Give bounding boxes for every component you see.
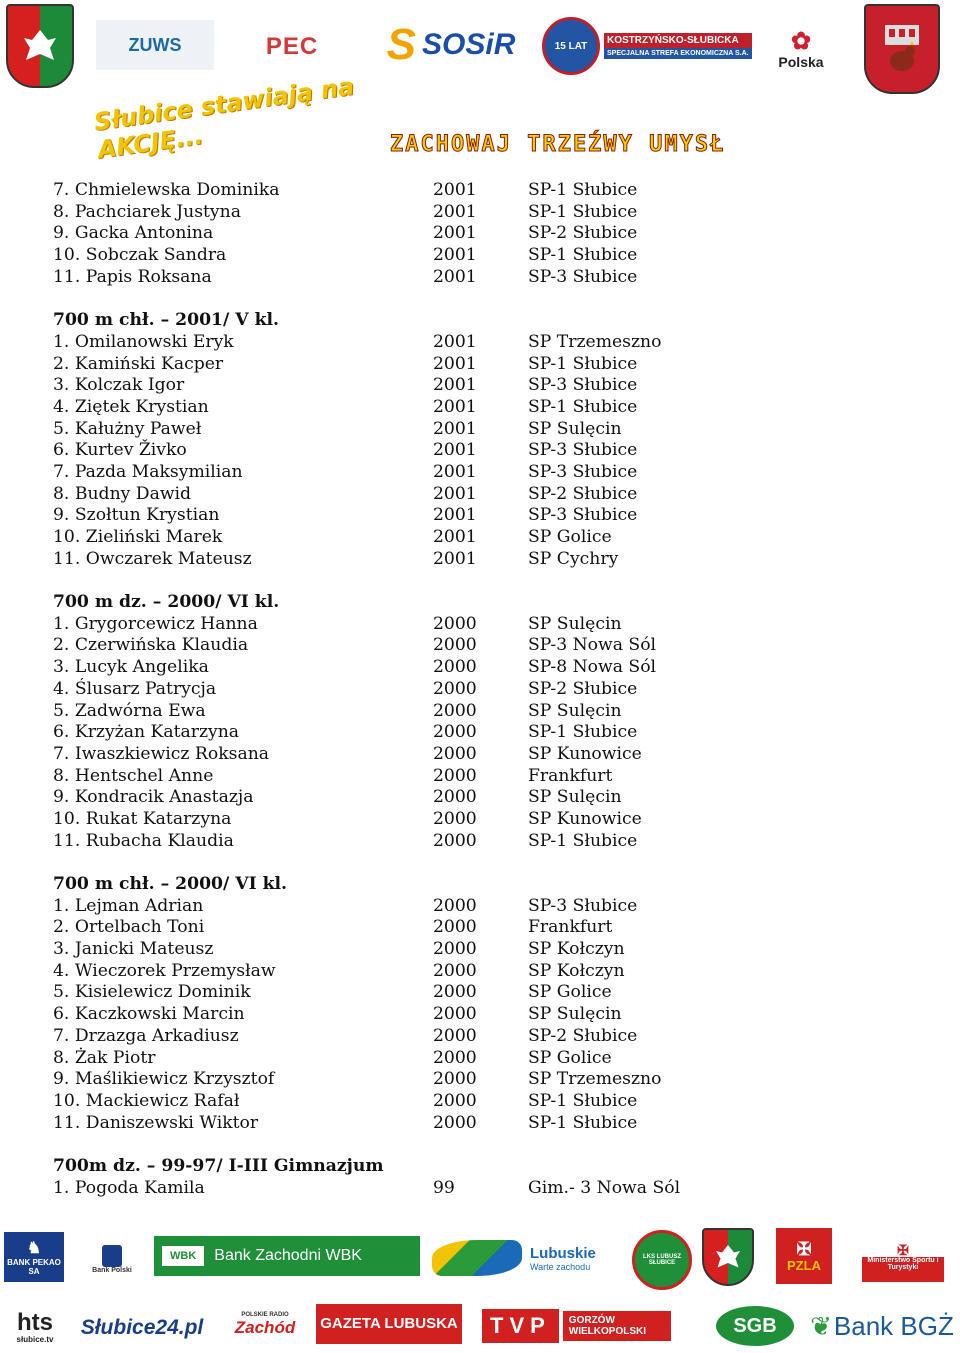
- slubice24-logo: [72, 1310, 212, 1346]
- athlete-name: 11. Papis Roksana: [53, 266, 212, 287]
- zuws-logo-text: ZUWS: [128, 34, 182, 55]
- result-row: [53, 614, 933, 636]
- athlete-name: 3. Janicki Mateusz: [53, 939, 214, 960]
- athlete-name: 5. Zadwórna Ewa: [53, 700, 206, 721]
- school: Frankfurt: [528, 765, 613, 786]
- result-row: [53, 809, 933, 831]
- sosir-logo-text: SOSiR: [422, 28, 516, 61]
- school: SP Sulęcin: [528, 613, 622, 634]
- birth-year: 2000: [433, 1025, 477, 1046]
- birth-year: 2001: [433, 527, 477, 547]
- section-heading: 700 m chł. – 2000/ VI kl.: [53, 874, 288, 894]
- athlete-name: 4. Ślusarz Patrycja: [53, 678, 217, 699]
- athlete-name: 7. Iwaszkiewicz Roksana: [53, 743, 270, 764]
- result-row: [53, 657, 933, 679]
- birth-year: 2001: [433, 461, 477, 482]
- result-row: [53, 917, 933, 939]
- school: SP-8 Nowa Sól: [528, 657, 657, 678]
- result-row: [53, 679, 933, 701]
- birth-year: 2000: [433, 657, 477, 678]
- school: SP-3 Słubice: [528, 895, 638, 916]
- birth-year: 2000: [433, 1069, 477, 1090]
- birth-year: 2000: [433, 917, 477, 938]
- result-row: [53, 982, 933, 1004]
- birth-year: 2000: [433, 939, 477, 960]
- birth-year: 2001: [433, 440, 477, 461]
- result-row: [53, 267, 933, 289]
- birth-year: 2000: [433, 1090, 477, 1111]
- hts-logo-text: hts: [17, 1308, 53, 1336]
- athlete-name: 11. Owczarek Mateusz: [53, 548, 252, 569]
- bgz-leaf-icon: ❦: [810, 1310, 832, 1341]
- athlete-name: 3. Lucyk Angelika: [53, 657, 209, 678]
- athlete-name: 6. Kaczkowski Marcin: [53, 1004, 245, 1025]
- school: SP-2 Słubice: [528, 223, 638, 244]
- athlete-name: 4. Ziętek Krystian: [53, 396, 209, 417]
- pec-logo: [238, 28, 346, 66]
- birth-year: 2001: [433, 418, 477, 439]
- birth-year: 2001: [433, 483, 477, 504]
- athlete-name: 7. Chmielewska Dominika: [53, 180, 280, 200]
- lubuskie-wave-icon: [432, 1240, 522, 1276]
- birth-year: 2000: [433, 982, 477, 1003]
- birth-year: 2000: [433, 722, 477, 743]
- athlete-name: 8. Budny Dawid: [53, 483, 192, 504]
- birth-year: 2001: [433, 331, 477, 352]
- sgb-logo: [716, 1306, 794, 1346]
- school: SP Trzemeszno: [528, 1069, 662, 1090]
- section-gap: [53, 570, 933, 592]
- bzwbk-logo: [154, 1236, 420, 1276]
- athlete-name: 6. Kurtev Živko: [53, 440, 187, 461]
- school: SP-2 Słubice: [528, 1025, 638, 1046]
- school: SP-1 Słubice: [528, 1090, 638, 1111]
- athlete-name: 1. Omilanowski Eryk: [53, 331, 234, 352]
- school: SP-1 Słubice: [528, 1112, 638, 1133]
- polska-flower-icon: ✿: [790, 28, 812, 55]
- slubice-coat-of-arms-icon: [864, 4, 940, 94]
- school: SP Sulęcin: [528, 700, 622, 721]
- tvp-logo-text: TVP: [482, 1309, 559, 1343]
- polska-logo-text: Polska: [778, 54, 824, 70]
- lks-lubusz-logo: [632, 1230, 692, 1290]
- school: SP-3 Słubice: [528, 375, 638, 396]
- birth-year: 2001: [433, 375, 477, 396]
- athlete-name: 5. Kisielewicz Dominik: [53, 982, 251, 1003]
- results-section: [53, 180, 933, 288]
- sgb-logo-text: SGB: [733, 1314, 777, 1337]
- result-row: [53, 1026, 933, 1048]
- school: SP Sulęcin: [528, 787, 622, 808]
- result-row: [53, 397, 933, 419]
- pzla-logo: [776, 1228, 832, 1284]
- bison-icon: ♞: [26, 1240, 42, 1257]
- athlete-name: 2. Kamiński Kacper: [53, 353, 224, 374]
- result-row: [53, 701, 933, 723]
- ministry-logo-text: Ministerstwo Sportu i Turystyki: [867, 1257, 939, 1271]
- result-row: [53, 1069, 933, 1091]
- result-row: [53, 766, 933, 788]
- sosir-swirl-icon: S: [386, 20, 416, 69]
- athlete-name: 8. Hentschel Anne: [53, 765, 214, 786]
- athlete-name: 9. Kondracik Anastazja: [53, 787, 254, 808]
- school: SP Golice: [528, 1047, 612, 1068]
- result-row: [53, 635, 933, 657]
- birth-year: 2000: [433, 960, 477, 981]
- school: SP Golice: [528, 527, 612, 547]
- lks-logo-text: LKS LUBUSZ SŁUBICE: [643, 1254, 681, 1266]
- result-row: [53, 527, 933, 549]
- school: SP-3 Słubice: [528, 505, 638, 526]
- athlete-name: 4. Wieczorek Przemysław: [53, 960, 276, 981]
- school: SP-1 Słubice: [528, 353, 638, 374]
- birth-year: 2000: [433, 765, 477, 786]
- pzla-logo-text: PZLA: [787, 1257, 821, 1273]
- kssse-badge-icon: 15 LAT: [542, 17, 600, 75]
- results-section: [53, 874, 933, 1134]
- result-row: [53, 831, 933, 853]
- result-row: [53, 202, 933, 224]
- polska-logo: [756, 20, 846, 80]
- section-heading: 700 m dz. – 2000/ VI kl.: [53, 592, 280, 613]
- school: SP-2 Słubice: [528, 678, 638, 699]
- school: SP-2 Słubice: [528, 483, 638, 504]
- school: SP Golice: [528, 982, 612, 1003]
- section-gap: [53, 1134, 933, 1156]
- result-row: [53, 1113, 933, 1135]
- result-row: [53, 375, 933, 397]
- result-row: [53, 1091, 933, 1113]
- school: SP-3 Nowa Sól: [528, 635, 657, 656]
- results-section: [53, 310, 933, 570]
- athlete-name: 10. Sobczak Sandra: [53, 245, 227, 266]
- lubuskie-logo-subtext: Warte zachodu: [530, 1261, 591, 1272]
- birth-year: 2001: [433, 180, 477, 200]
- hts-logo-subtext: słubice.tv: [16, 1334, 54, 1344]
- result-row: [53, 1178, 933, 1200]
- kssse-logo-subtext: SPECJALNA STREFA EKONOMICZNA S.A.: [604, 48, 752, 59]
- athlete-name: 1. Grygorcewicz Hanna: [53, 613, 258, 634]
- header-logo-strip: [0, 0, 960, 100]
- hts-logo: [8, 1304, 62, 1350]
- result-row: [53, 332, 933, 354]
- school: SP Kołczyn: [528, 960, 625, 981]
- pekao-logo-text: BANK PEKAO SA: [7, 1258, 61, 1276]
- lubuskie-coat-of-arms-icon: [6, 4, 74, 88]
- result-row: [53, 961, 933, 983]
- birth-year: 2000: [433, 1112, 477, 1133]
- school: SP-3 Słubice: [528, 266, 638, 287]
- slubice24-logo-text: Słubice24.pl: [80, 1316, 204, 1339]
- athlete-name: 8. Żak Piotr: [53, 1047, 156, 1068]
- section-heading: 700 m chł. – 2001/ V kl.: [53, 310, 279, 331]
- birth-year: 2001: [433, 353, 477, 374]
- result-row: [53, 1004, 933, 1026]
- gazeta-lubuska-logo: [316, 1304, 462, 1344]
- athlete-name: 10. Zieliński Marek: [53, 527, 223, 547]
- birth-year: 2001: [433, 505, 477, 526]
- birth-year: 2001: [433, 548, 477, 569]
- school: SP Cychry: [528, 548, 619, 569]
- school: SP Sulęcin: [528, 418, 622, 439]
- birth-year: 99: [433, 1177, 455, 1198]
- bank-bgz-logo: [806, 1306, 958, 1346]
- athlete-name: 9. Maślikiewicz Krzysztof: [53, 1069, 275, 1090]
- birth-year: 2000: [433, 635, 477, 656]
- tvp-logo-subtext: GORZÓW WIELKOPOLSKI: [563, 1311, 671, 1341]
- athlete-name: 1. Lejman Adrian: [53, 895, 204, 916]
- athlete-name: 1. Pogoda Kamila: [53, 1177, 205, 1198]
- birth-year: 2000: [433, 1004, 477, 1025]
- school: SP-1 Słubice: [528, 201, 638, 222]
- birth-year: 2001: [433, 396, 477, 417]
- athlete-name: 9. Gacka Antonina: [53, 223, 214, 244]
- school: SP Kunowice: [528, 808, 642, 829]
- school: Gim.- 3 Nowa Sól: [528, 1177, 681, 1198]
- result-row: [53, 354, 933, 376]
- footer-sponsor-strip: [0, 1222, 960, 1353]
- birth-year: 2001: [433, 201, 477, 222]
- athlete-name: 11. Rubacha Klaudia: [53, 830, 234, 851]
- ministry-sport-logo: [862, 1232, 944, 1282]
- athlete-name: 11. Daniszewski Wiktor: [53, 1112, 259, 1133]
- result-row: [53, 419, 933, 441]
- birth-year: 2000: [433, 613, 477, 634]
- school: SP Trzemeszno: [528, 331, 662, 352]
- result-row: [53, 245, 933, 267]
- gazeta-logo-text: GAZETA LUBUSKA: [320, 1315, 458, 1332]
- kssse-logo-text: KOSTRZYŃSKO-SŁUBICKA: [604, 33, 752, 48]
- pko-logo: [90, 1236, 134, 1282]
- result-row: [53, 722, 933, 744]
- athlete-name: 8. Pachciarek Justyna: [53, 201, 241, 222]
- birth-year: 2000: [433, 895, 477, 916]
- result-row: [53, 939, 933, 961]
- birth-year: 2000: [433, 1047, 477, 1068]
- result-row: [53, 744, 933, 766]
- result-row: [53, 462, 933, 484]
- birth-year: 2000: [433, 830, 477, 851]
- section-gap: [53, 852, 933, 874]
- athlete-name: 3. Kolczak Igor: [53, 375, 185, 396]
- radio-zachod-subtext: POLSKIE RADIO: [241, 1312, 289, 1318]
- school: SP-1 Słubice: [528, 180, 638, 200]
- campaign-title: ZACHOWAJ TRZEŹWY UMYSŁ: [390, 132, 726, 157]
- result-row: [53, 787, 933, 809]
- school: SP Kunowice: [528, 743, 642, 764]
- birth-year: 2001: [433, 266, 477, 287]
- bgz-logo-text: Bank BGŻ: [833, 1310, 954, 1341]
- school: SP-1 Słubice: [528, 722, 638, 743]
- lubuskie-logo: [432, 1232, 618, 1284]
- school: Frankfurt: [528, 917, 613, 938]
- school: SP Kołczyn: [528, 939, 625, 960]
- school: SP-1 Słubice: [528, 245, 638, 266]
- athlete-name: 10. Rukat Katarzyna: [53, 808, 232, 829]
- athlete-name: 5. Kałużny Paweł: [53, 418, 202, 439]
- athlete-name: 7. Pazda Maksymilian: [53, 461, 243, 482]
- birth-year: 2001: [433, 223, 477, 244]
- pec-logo-text: PEC: [265, 33, 319, 60]
- radio-zachod-logo-text: Zachód: [234, 1318, 296, 1337]
- athlete-name: 9. Szołtun Krystian: [53, 505, 220, 526]
- result-row: [53, 180, 933, 202]
- eagle-emblem-icon: ✠: [897, 1242, 909, 1258]
- birth-year: 2000: [433, 808, 477, 829]
- birth-year: 2000: [433, 700, 477, 721]
- school: SP Sulęcin: [528, 1004, 622, 1025]
- results-list: [53, 180, 933, 1199]
- result-row: [53, 440, 933, 462]
- result-row: [53, 1048, 933, 1070]
- result-row: [53, 896, 933, 918]
- birth-year: 2001: [433, 245, 477, 266]
- birth-year: 2000: [433, 743, 477, 764]
- wbk-badge-icon: WBK: [162, 1246, 204, 1266]
- pzla-eagle-icon: ✠: [796, 1238, 812, 1259]
- section-gap: [53, 288, 933, 310]
- athlete-name: 2. Czerwińska Klaudia: [53, 635, 249, 656]
- athlete-name: 2. Ortelbach Toni: [53, 917, 205, 938]
- pekao-logo: [4, 1232, 64, 1282]
- pko-icon: [102, 1245, 122, 1267]
- kssse-logo: [542, 16, 752, 76]
- school: SP-1 Słubice: [528, 830, 638, 851]
- bzwbk-logo-text: Bank Zachodni WBK: [214, 1247, 362, 1264]
- results-section: [53, 1156, 933, 1199]
- school: SP-1 Słubice: [528, 396, 638, 417]
- result-row: [53, 549, 933, 571]
- section-heading: 700m dz. – 99-97/ I-III Gimnazjum: [53, 1155, 384, 1176]
- school: SP-3 Słubice: [528, 440, 638, 461]
- lubuskie-logo-text: Lubuskie: [530, 1244, 596, 1262]
- lubuskie-eagle-icon: [702, 1228, 754, 1286]
- birth-year: 2000: [433, 678, 477, 699]
- zuws-logo: [96, 20, 214, 70]
- birth-year: 2000: [433, 787, 477, 808]
- results-section: [53, 592, 933, 852]
- pko-logo-text: Bank Polski: [92, 1266, 132, 1274]
- result-row: [53, 505, 933, 527]
- radio-zachod-logo: [220, 1302, 310, 1348]
- tvp-gorzow-logo: [482, 1304, 702, 1348]
- athlete-name: 10. Mackiewicz Rafał: [53, 1090, 240, 1111]
- result-row: [53, 223, 933, 245]
- athlete-name: 7. Drzazga Arkadiusz: [53, 1025, 239, 1046]
- slogan-text: Słubice stawiają na AKCJĘ...: [92, 72, 356, 164]
- athlete-name: 6. Krzyżan Katarzyna: [53, 722, 240, 743]
- school: SP-3 Słubice: [528, 461, 638, 482]
- result-row: [53, 484, 933, 506]
